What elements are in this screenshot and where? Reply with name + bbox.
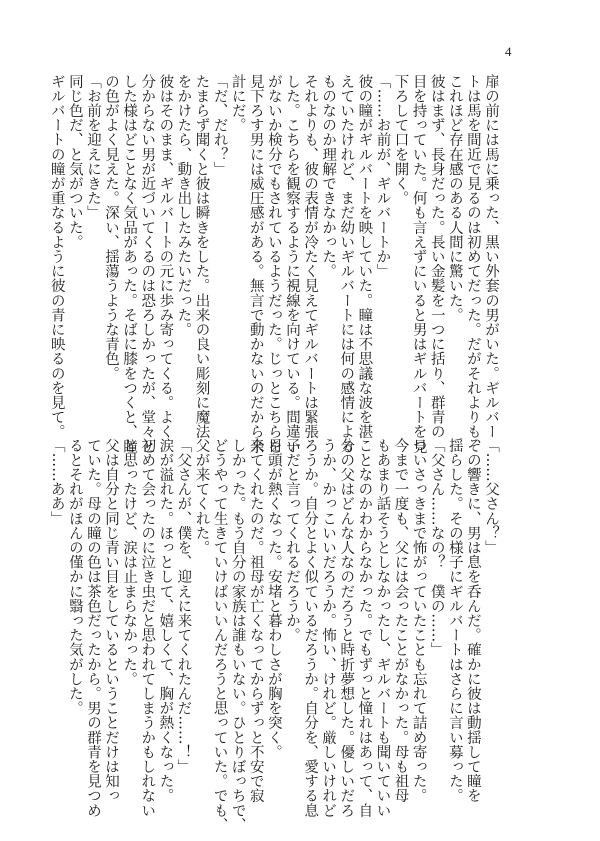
text-line: 目頭が熱くなった。安堵と暮わしさが胸を突く。 bbox=[265, 438, 282, 760]
text-line: 父は自分と同じ青い目をしているということだけは知っ bbox=[103, 438, 120, 803]
text-line: 涙が溢れた。ほっとして、嬉しくて、胸が熱くなった。 bbox=[157, 438, 174, 803]
text-line: 初めて会ったのに泣き虫だと思われてしまうかもしれない bbox=[139, 438, 156, 818]
text-line: 彼の瞳がギルバートを映していた。瞳は不思議な波を湛 bbox=[356, 74, 373, 439]
text-line: ていた。母の瞳の色は茶色だったから。男の群青を見つめ bbox=[84, 438, 101, 818]
text-line: 分の父はどんな人なのだろうと時折夢想した。優しいだろ bbox=[338, 438, 355, 818]
text-line: 目を持っていた。何も言えずにいると男はギルバートを見 bbox=[410, 74, 427, 454]
text-line: 今まで一度も、父には会ったことがなかった。母も祖母 bbox=[392, 438, 409, 803]
text-line: 揺らした。その様子にギルバートはさらに言い募った。 bbox=[446, 438, 463, 803]
dialogue-line: 「だ、だれ？」 bbox=[211, 74, 228, 177]
text-line: どうやって生きていけばいいんだろうと思っていた。でも、 bbox=[211, 438, 228, 833]
text-line: 計にだ。 bbox=[229, 74, 246, 133]
text-line: 下ろして口を開く。 bbox=[392, 74, 409, 206]
text-line: その響きに、男は息を呑んだ。確かに彼は動揺して瞳を bbox=[464, 438, 481, 803]
text-line: それよりも、彼の表情が冷たく見えてギルバートは緊張 bbox=[302, 74, 319, 439]
text-line: した様はどことなく気品があった。そばに膝をつくと、瞳 bbox=[121, 74, 138, 454]
text-line: 見下ろす男には威圧感がある。無言で動かないのだから余 bbox=[247, 74, 264, 454]
dialogue-line: 「父さん……なの？ 僕の……」 bbox=[428, 438, 445, 657]
text-line: 子だと言ってくれるだろうか。 bbox=[283, 438, 300, 643]
text-line: これほど存在感のある人間に驚いた。 bbox=[446, 74, 463, 323]
text-line: うか、かっこいいだろうか。怖い、けれど。厳しいけれど bbox=[320, 438, 337, 818]
text-line: トは馬を間近で見るのは初めてだった。だがそれよりも、 bbox=[464, 74, 481, 454]
text-line: と思ったけど、涙は止まらなかった。 bbox=[121, 438, 138, 687]
text-line: 来てくれたのだ。祖母が亡くなってからずっと不安で寂 bbox=[247, 438, 264, 803]
dialogue-line: 「父さんが、僕を、迎えに来てくれたんだ……！」 bbox=[175, 438, 192, 774]
text-line: もあまり話そうとしなかったし、ギルバートも聞いていい bbox=[374, 438, 391, 818]
dialogue-line: 「……ああ」 bbox=[48, 438, 65, 526]
text-line: るとそれがほんの僅かに翳った気がした。 bbox=[66, 438, 83, 716]
text-line: えていたけれど、まだ幼いギルバートには何の感情による bbox=[338, 74, 355, 454]
dialogue-line: 「……父さん？」 bbox=[483, 438, 499, 555]
text-line: をかけたら、動き出したみたいだった。 bbox=[175, 74, 192, 337]
dialogue-line: 「お前を迎えにきた」 bbox=[84, 74, 101, 220]
text-line: 同じ色だ、と気がついた。 bbox=[66, 74, 83, 250]
text-line: 分からない男が近づいてくるのは恐ろしかったが、堂々と bbox=[139, 74, 156, 454]
text-line: 父が来てくれた。 bbox=[193, 438, 210, 555]
text-line: 彼はまず、長身だった。長い金髪を一つに括り、群青の bbox=[428, 74, 445, 439]
top-text-block bbox=[48, 74, 500, 454]
text-line: 彼はそのまま、ギルバートの元に歩み寄ってくる。よく bbox=[157, 74, 174, 439]
text-line: ことなのかわからなかった。でもずっと憧れはあって、自 bbox=[356, 438, 373, 818]
text-line: ついさっきまで怖がっていたことも忘れて詰め寄った。 bbox=[410, 438, 427, 803]
text-line: ギルバートの瞳が重なるように彼の青に映るのを見て。 bbox=[48, 74, 65, 439]
text-line: 扉の前には馬に乗った、黒い外套の男がいた。ギルバー bbox=[483, 74, 499, 439]
text-line: ものなのか理解できなかった。 bbox=[320, 74, 337, 279]
text-line: の色がよく見えた。深い、揺蕩うような青色。 bbox=[103, 74, 120, 381]
bottom-text-block bbox=[48, 438, 500, 833]
text-line: しかった。もう自分の家族は誰もいない。ひとりぼっちで、 bbox=[229, 438, 246, 833]
text-line: ろうか。自分とよく似ているだろうか。自分を、愛する息 bbox=[302, 438, 319, 818]
text-line: たまらず聞くと彼は瞬きをした。出来の良い彫刻に魔法 bbox=[193, 74, 210, 439]
text-line: がないか検分でもされているようだった。じっとこちらを bbox=[265, 74, 282, 454]
dialogue-line: 「……お前が、ギルバートか」 bbox=[374, 74, 391, 279]
text-line: した。こちらを観察するように視線を向けている。間違い bbox=[283, 74, 300, 454]
page-number: 4 bbox=[505, 44, 512, 59]
